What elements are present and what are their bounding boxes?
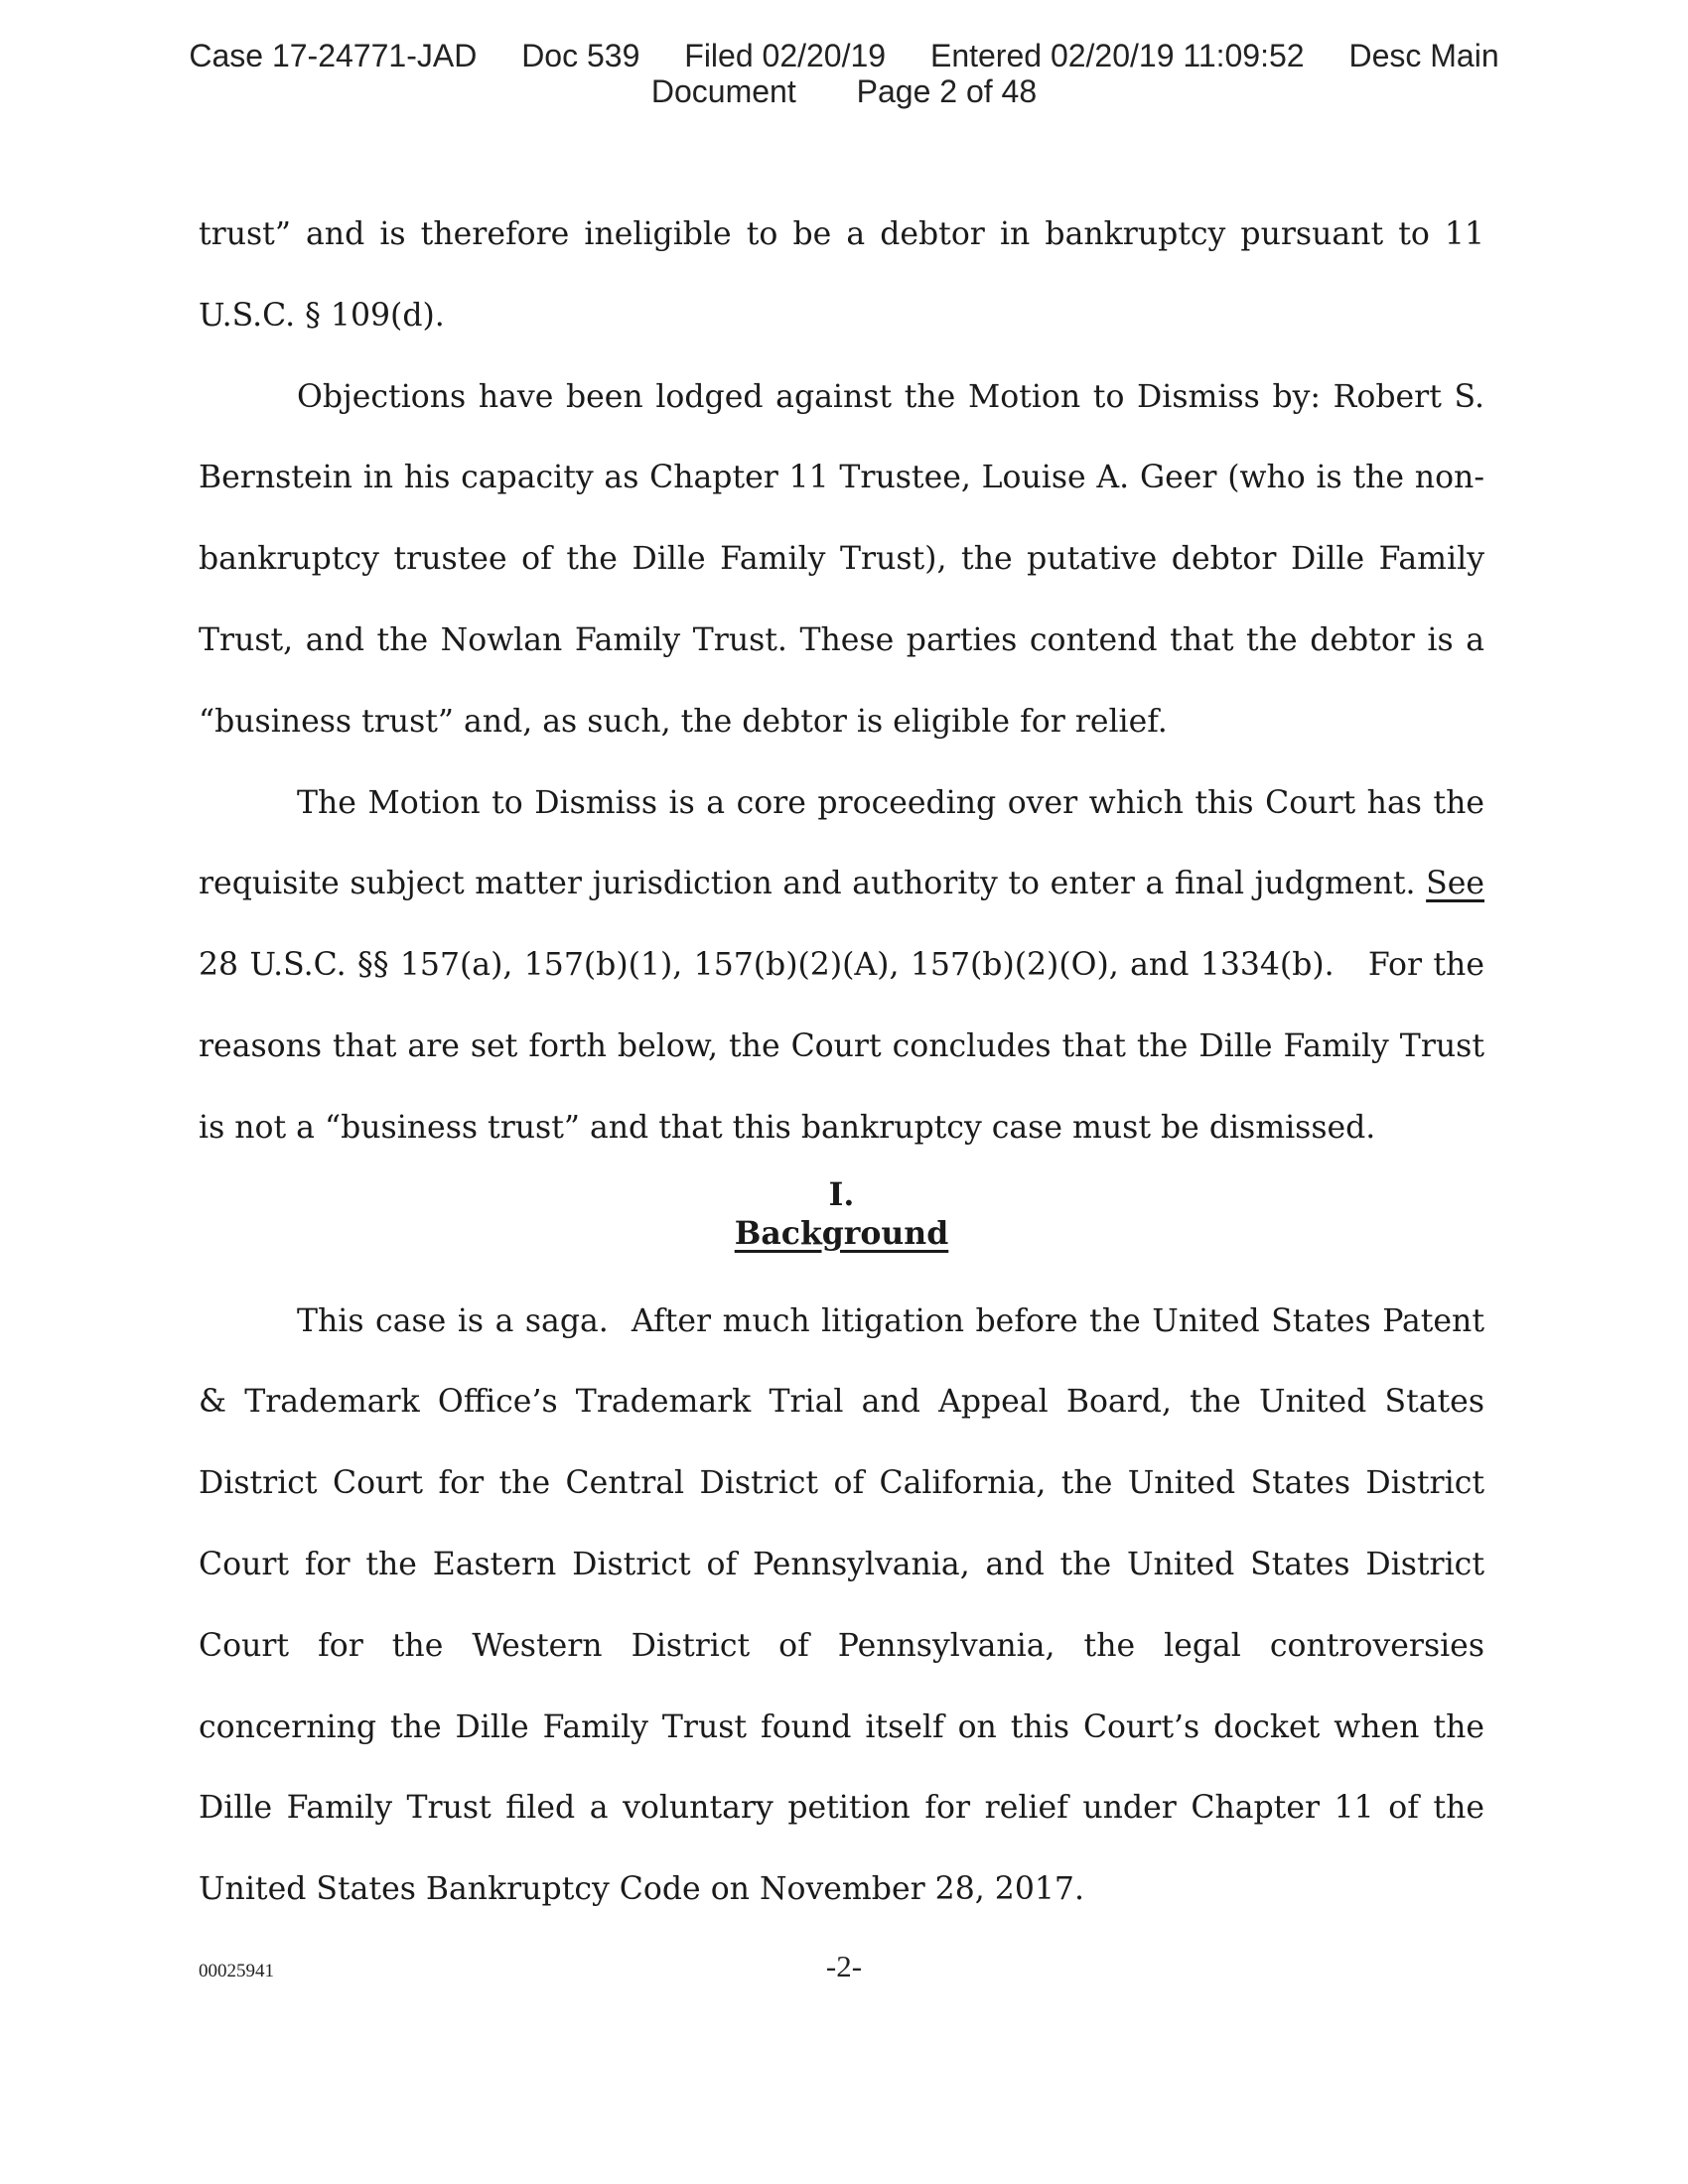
paragraph-objections: Objections have been lodged against the Motion to Dismiss by: Robert S. Bernstein in his capacity as Chapter 11 Trustee, Louise A. Geer (who is the non-bankruptcy trustee of the Dille Family Trust), the putative debtor Dille Family Trust, and the Nowlan Family Trust. These parties contend that the debtor is a “business trust” and, as such, the debtor is eligible for relief. <box>199 378 1484 740</box>
case-number: Case 17-24771-JAD <box>189 38 478 73</box>
entered-date: Entered 02/20/19 11:09:52 <box>929 38 1305 73</box>
document-id: 00025941 <box>199 1961 274 1981</box>
section-number: I. <box>828 1175 855 1213</box>
ecf-header <box>0 38 1688 109</box>
ecf-header-line-1 <box>0 38 1688 73</box>
jurisdiction-text: The Motion to Dismiss is a core proceeding over which this Court has the requisite subject matter jurisdiction and authority to enter a final judgment. <box>199 784 1484 902</box>
paragraph-background: This case is a saga. After much litigation before the United States Patent & Trademark Office’s Trademark Trial and Appeal Board, the United States District Court for the Central District of California, the United States District Court for the Eastern District of Pennsylvania, and the United States District Court for the Western District of Pennsylvania, the legal controversies concerning the Dille Family Trust found itself on this Court’s docket when the Dille Family Trust filed a voluntary petition for relief under Chapter 11 of the United States Bankruptcy Code on November 28, 2017. <box>199 1302 1484 1908</box>
opinion-body <box>199 195 1484 1931</box>
see-citation-signal: See <box>1426 866 1484 902</box>
ecf-header-line-2 <box>0 73 1688 109</box>
paragraph-continuation: trust” and is therefore ineligible to be a debtor in bankruptcy pursuant to 11 U.S.C. § 109(d). <box>199 216 1484 334</box>
section-heading <box>199 1175 1484 1253</box>
desc-main: Desc Main <box>1348 38 1499 73</box>
doc-number: Doc 539 <box>521 38 640 73</box>
paragraph-jurisdiction <box>199 763 1484 1169</box>
document-label: Document <box>650 73 796 109</box>
jurisdiction-citation-text: 28 U.S.C. §§ 157(a), 157(b)(1), 157(b)(2)(A), 157(b)(2)(O), and 1334(b). For the reasons that are set forth below, the Court concludes that the Dille Family Trust is not a “business trust” and that this bankruptcy case must be dismissed. <box>199 947 1484 1146</box>
section-title: Background <box>734 1214 949 1252</box>
page-number: -2- <box>825 1949 863 1983</box>
filed-date: Filed 02/20/19 <box>684 38 887 73</box>
page-count: Page 2 of 48 <box>856 73 1038 109</box>
